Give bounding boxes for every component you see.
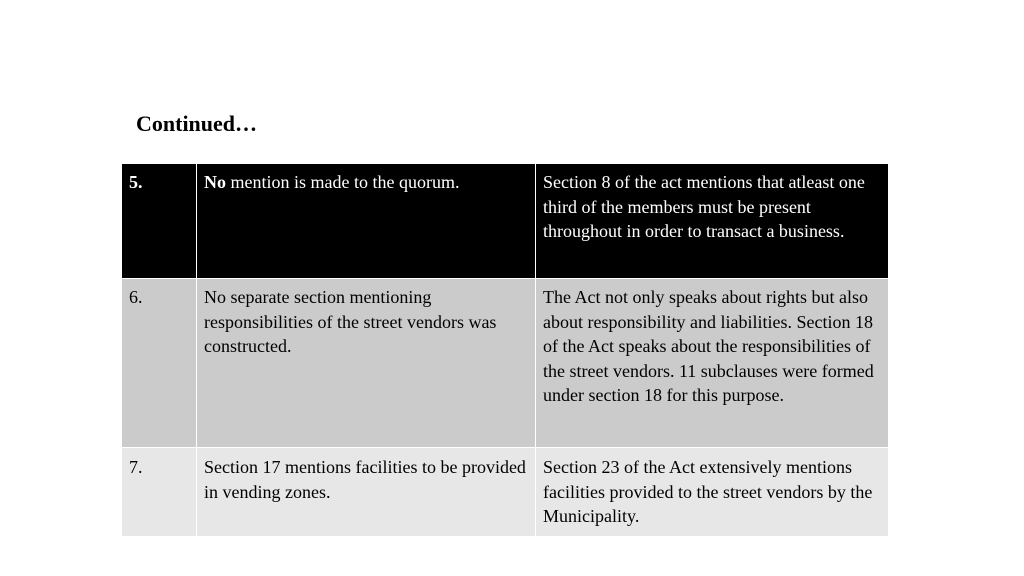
table-row xyxy=(122,279,889,448)
row-number: 5. xyxy=(122,164,197,279)
cell-text: mention is made to the quorum. xyxy=(226,172,460,192)
table-cell: Section 8 of the act mentions that atleast one third of the members must be present throughout in order to transact a business. xyxy=(536,164,889,279)
emphasis-text: No xyxy=(204,172,226,192)
table-cell xyxy=(197,164,536,279)
table-cell: The Act not only speaks about rights but also about responsibility and liabilities. Section 18 of the Act speaks about the responsibilities of the street vendors. 11 subclauses were formed under section 18 for this purpose. xyxy=(536,279,889,448)
table-row xyxy=(122,164,889,279)
table-cell: Section 17 mentions facilities to be provided in vending zones. xyxy=(197,448,536,537)
table-cell: No separate section mentioning responsibilities of the street vendors was constructed. xyxy=(197,279,536,448)
table-row xyxy=(122,448,889,537)
slide-title: Continued… xyxy=(136,111,258,136)
comparison-table xyxy=(121,163,889,537)
table-cell: Section 23 of the Act extensively mentions facilities provided to the street vendors by the Municipality. xyxy=(536,448,889,537)
row-number: 7. xyxy=(122,448,197,537)
row-number: 6. xyxy=(122,279,197,448)
